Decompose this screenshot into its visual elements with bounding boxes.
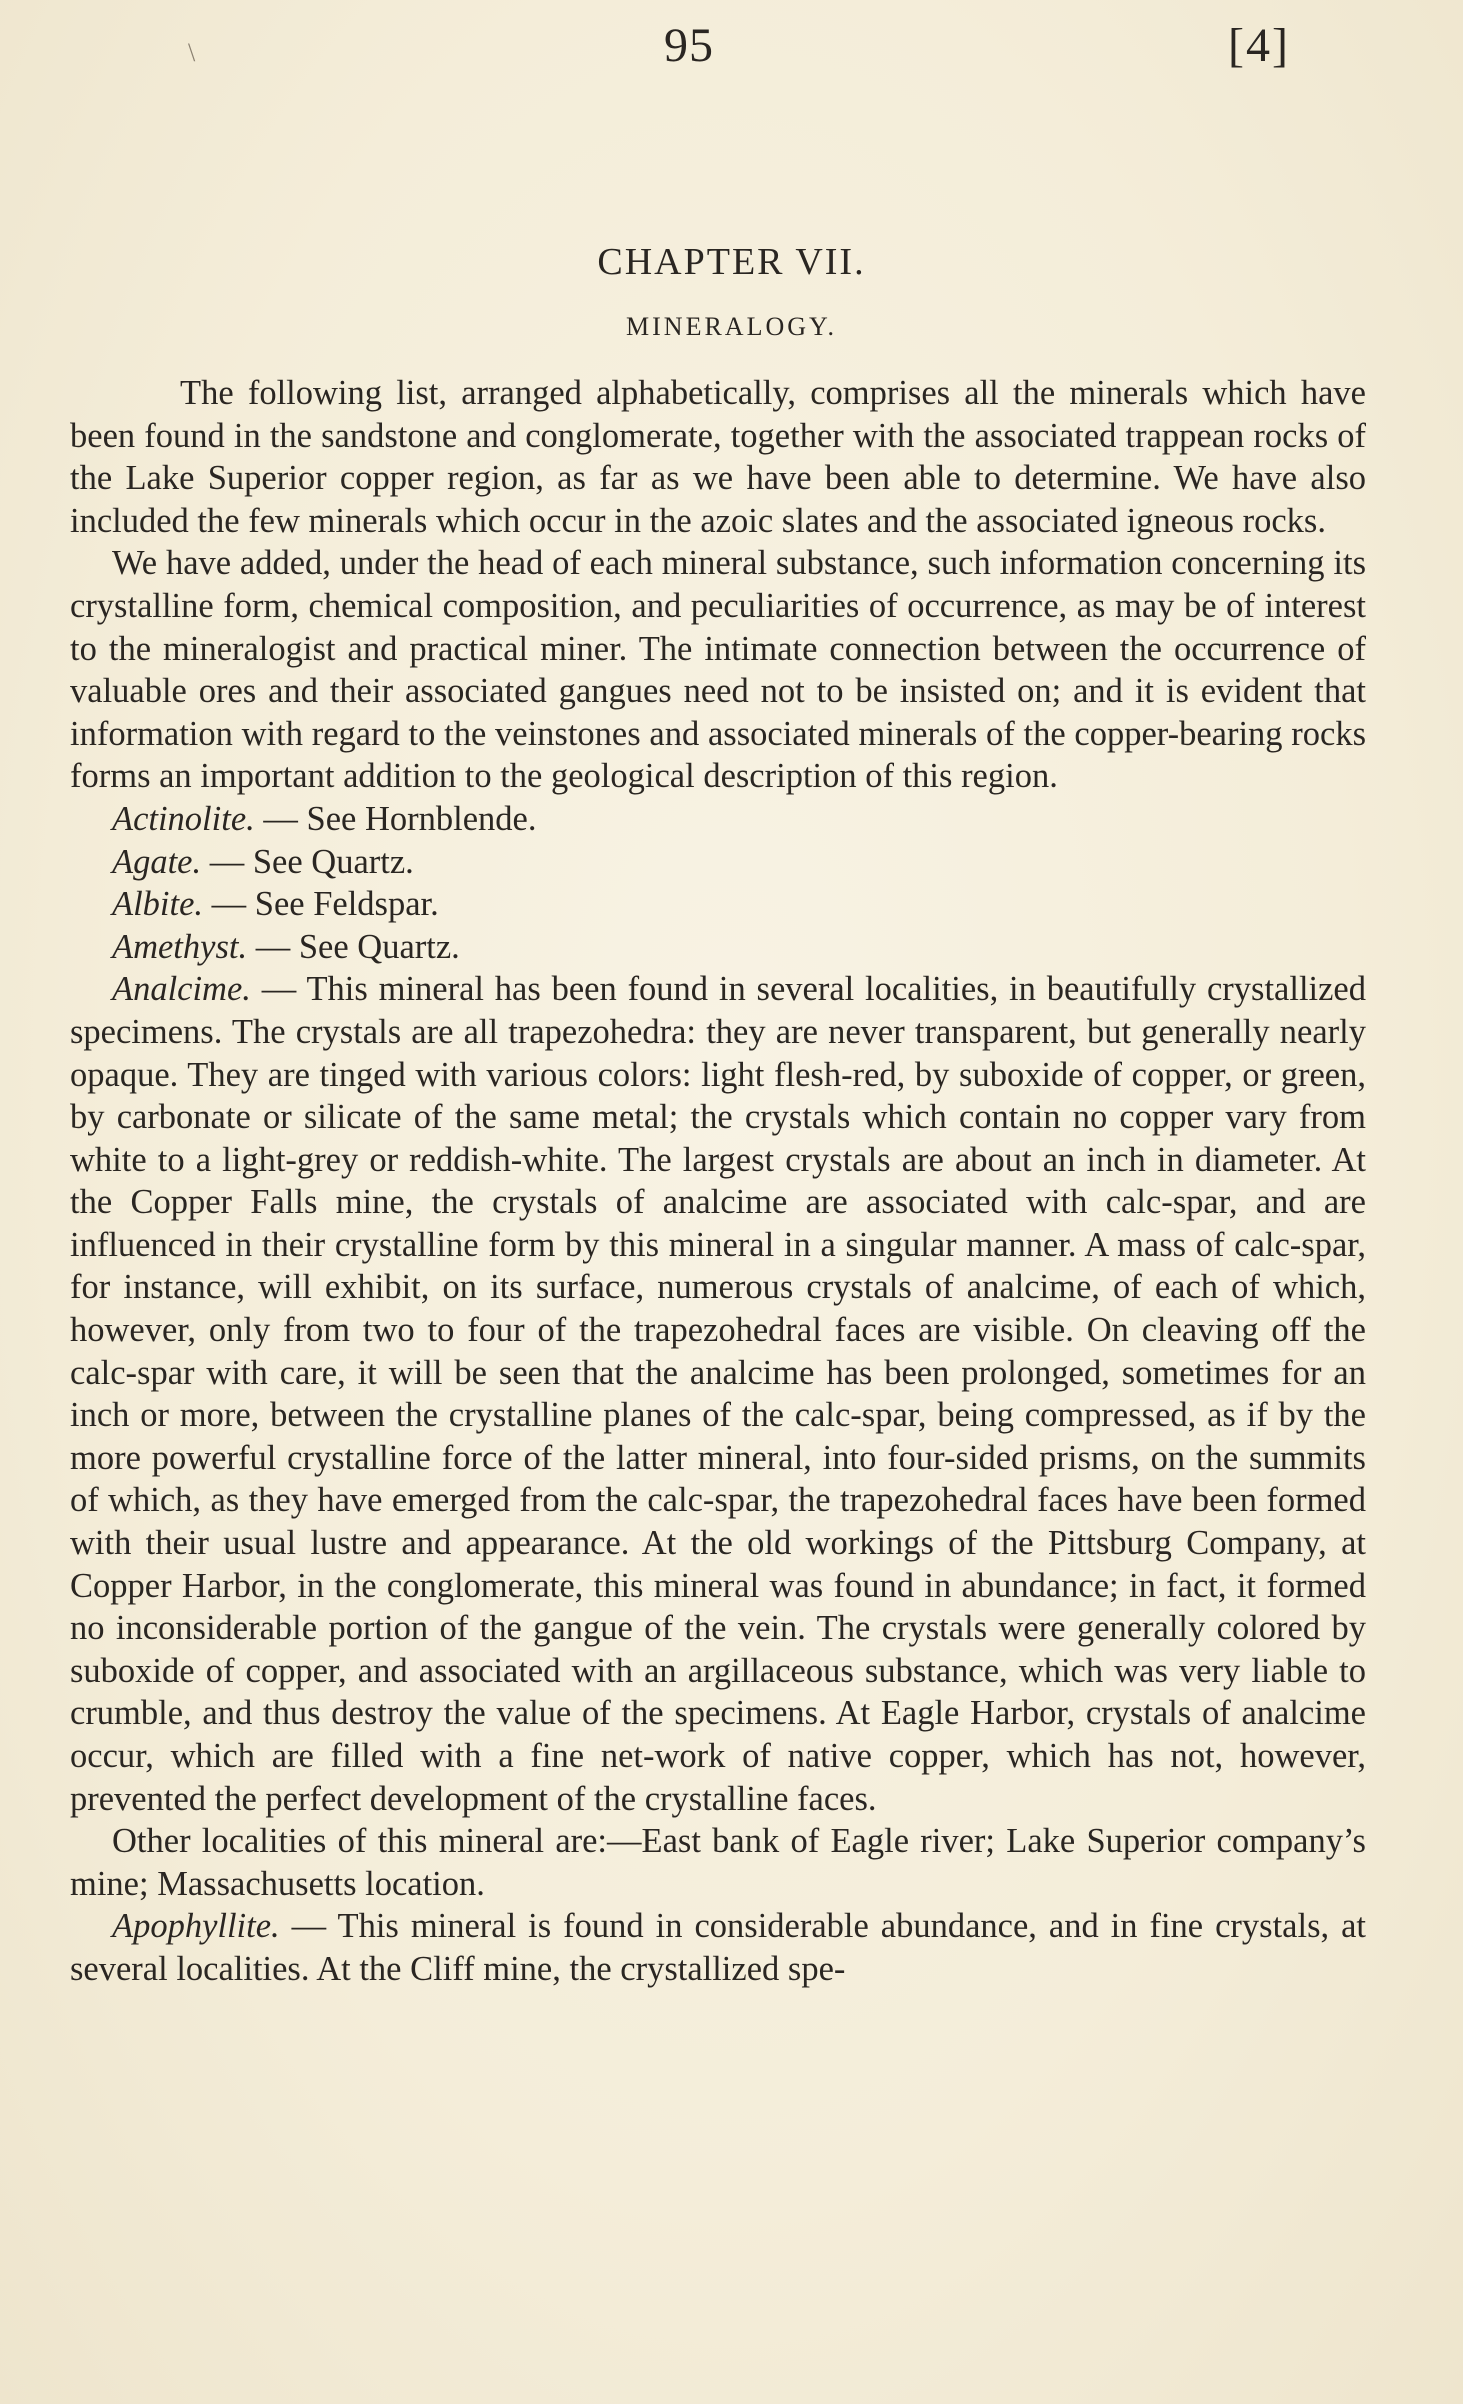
entry-albite — [70, 883, 1366, 926]
entry-analcime — [70, 968, 1366, 1820]
entry-term: Agate. — [112, 842, 202, 881]
body-text — [70, 372, 1366, 1991]
entry-term: Amethyst. — [112, 927, 248, 966]
entry-term: Actinolite. — [112, 799, 255, 838]
entry-actinolite — [70, 798, 1366, 841]
localities-paragraph: Other localities of this mineral are:—East bank of Eagle river; Lake Superior company’s mine; Massachusetts location. — [70, 1822, 1366, 1903]
entry-text: — See Feldspar. — [203, 885, 439, 924]
entry-text: — See Quartz. — [201, 842, 414, 881]
running-head — [0, 14, 1463, 84]
entry-text: — This mineral has been found in several localities, in beautifully crystallized specimens. The crystals are all trapezohedra: they are never transparent, but generally nearly opaque. They are tinged with various colors: light flesh-red, by suboxide of copper, or green, by carbonate or silicate of the same metal; the crystals which contain no copper vary from white to a light-grey or reddish-white. The largest crystals are about an inch in diameter. At the Copper Falls mine, the crystals of analcime are associated with calc-spar, and are influenced in their crystalline form by this mineral in a singular manner. A mass of calc-spar, for instance, will exhibit, on its surface, numerous crystals of analcime, of each of which, however, only from two to four of the trapezohedral faces are visible. On cleaving off the calc-spar with care, it will be seen that the analcime has been prolonged, sometimes for an inch or more, between the crystalline planes of the calc-spar, being compressed, as if by the more powerful crystalline force of the latter mineral, into four-sided prisms, on the summits of which, as they have emerged from the calc-spar, the trapezohedral faces have been formed with their usual lustre and appearance. At the old workings of the Pittsburg Company, at Copper Harbor, in the conglomerate, this mineral was found in abundance; in fact, it formed no inconsiderable portion of the gangue of the vein. The crystals were generally colored by suboxide of copper, and associated with an argillaceous substance, which was very liable to crumble, and thus destroy the value of the specimens. At Eagle Harbor, crystals of analcime occur, which are filled with a fine net-work of native copper, which has not, however, prevented the perfect development of the crystalline faces. — [70, 970, 1366, 1818]
page-number: 95 — [664, 19, 714, 72]
entry-term: Albite. — [112, 885, 204, 924]
entry-text: — See Hornblende. — [254, 799, 537, 838]
header-mark: \ — [188, 38, 196, 67]
intro-paragraph: The following list, arranged alphabetically, comprises all the minerals which have been found in the sandstone and conglomerate, together with the associated trappean rocks of the Lake Superior copper region, as far as we have been able to determine. We have also included the few minerals which occur in the azoic slates and the associated igneous rocks. — [70, 374, 1366, 540]
chapter-title: CHAPTER VII. — [597, 241, 866, 283]
entry-amethyst — [70, 926, 1366, 969]
document-reference: [4] — [1228, 19, 1290, 72]
entry-text: — See Quartz. — [247, 927, 460, 966]
entry-term: Analcime. — [112, 970, 251, 1009]
section-title: MINERALOGY. — [626, 312, 837, 341]
entry-term: Apophyllite. — [112, 1907, 280, 1946]
entry-agate — [70, 841, 1366, 884]
entry-apophyllite — [70, 1905, 1366, 1990]
entry-text: — This mineral is found in considerable abundance, and in fine crystals, at several localities. At the Cliff mine, the crystallized spe- — [70, 1907, 1366, 1988]
method-paragraph: We have added, under the head of each mineral substance, such information concerning its crystalline form, chemical composition, and peculiarities of occurrence, as may be of interest to the mineralogist and practical miner. The intimate connection between the occurrence of valuable ores and their associated gangues need not to be insisted on; and it is evident that information with regard to the veinstones and associated minerals of the copper-bearing rocks forms an important addition to the geological description of this region. — [70, 544, 1366, 796]
